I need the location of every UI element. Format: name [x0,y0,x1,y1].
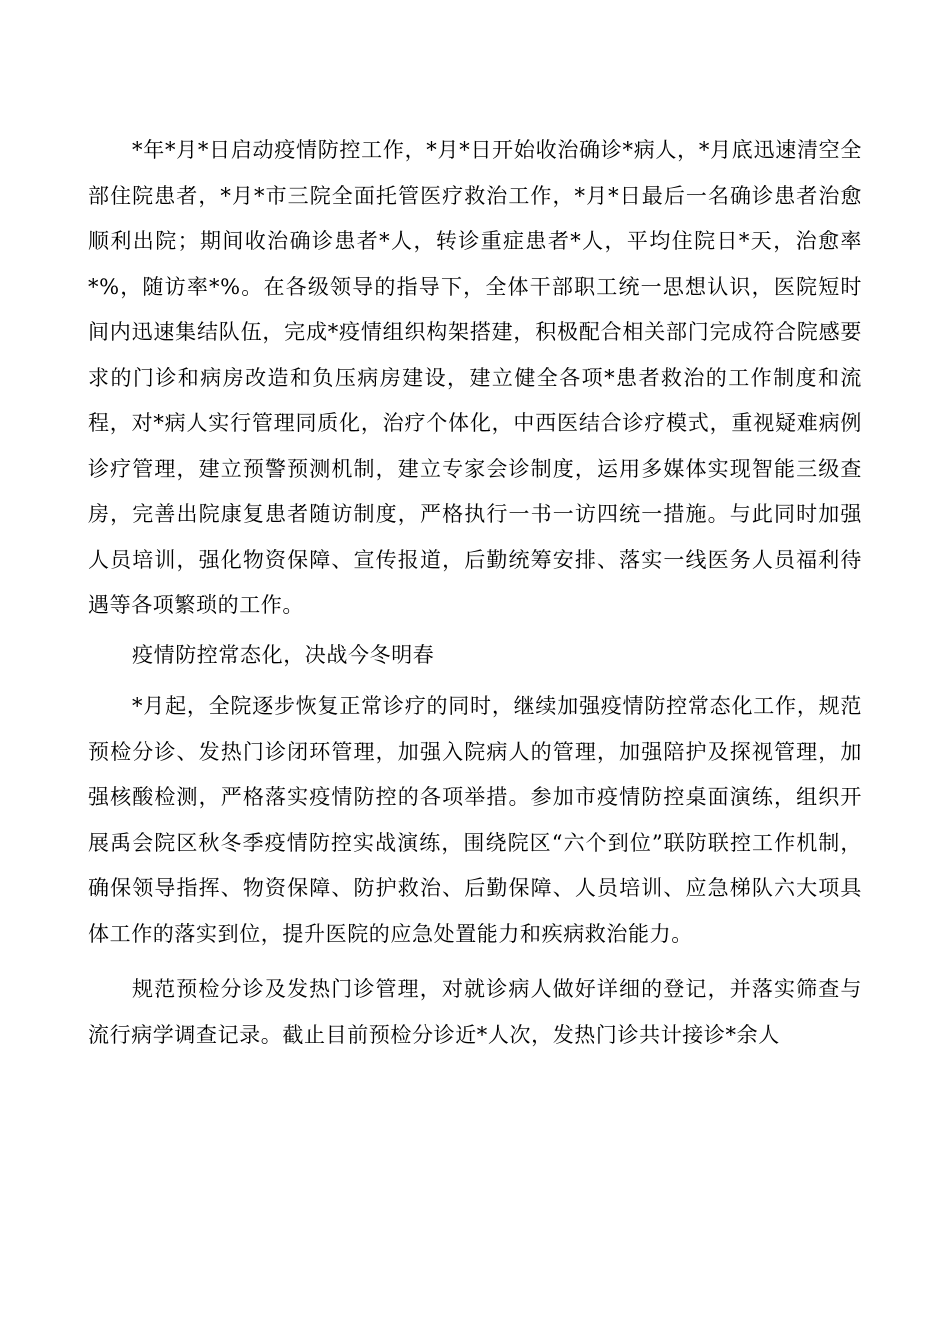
paragraph-triage-management: 规范预检分诊及发热门诊管理，对就诊病人做好详细的登记，并落实筛查与流行病学调查记录。截止目前预检分诊近*人次，发热门诊共计接诊*余人 [88,977,862,1047]
section-heading-normalization: 疫情防控常态化，决战今冬明春 [132,642,435,667]
document-body [88,128,862,1058]
paragraph-epidemic-response: *年*月*日启动疫情防控工作，*月*日开始收治确诊*病人，*月底迅速清空全部住院患者，*月*市三院全面托管医疗救治工作，*月*日最后一名确诊患者治愈顺利出院；期间收治确诊患者*人，转诊重症患者*人，平均住院日*天，治愈率*%，随访率*%。在各级领导的指导下，全体干部职工统一思想认识，医院短时间内迅速集结队伍，完成*疫情组织构架搭建，积极配合相关部门完成符合院感要求的门诊和病房改造和负压病房建设，建立健全各项*患者救治的工作制度和流程，对*病人实行管理同质化，治疗个体化，中西医结合诊疗模式，重视疑难病例诊疗管理，建立预警预测机制，建立专家会诊制度，运用多媒体实现智能三级查房，完善出院康复患者随访制度，严格执行一书一访四统一措施。与此同时加强人员培训，强化物资保障、宣传报道，后勤统筹安排、落实一线医务人员福利待遇等各项繁琐的工作。 [88,138,862,617]
paragraph-normalized-control: *月起，全院逐步恢复正常诊疗的同时，继续加强疫情防控常态化工作，规范预检分诊、发热门诊闭环管理，加强入院病人的管理，加强陪护及探视管理，加强核酸检测，严格落实疫情防控的各项举措。参加市疫情防控桌面演练，组织开展禹会院区秋冬季疫情防控实战演练，围绕院区“六个到位”联防联控工作机制，确保领导指挥、物资保障、防护救治、后勤保障、人员培训、应急梯队六大项具体工作的落实到位，提升医院的应急处置能力和疾病救治能力。 [88,694,862,946]
